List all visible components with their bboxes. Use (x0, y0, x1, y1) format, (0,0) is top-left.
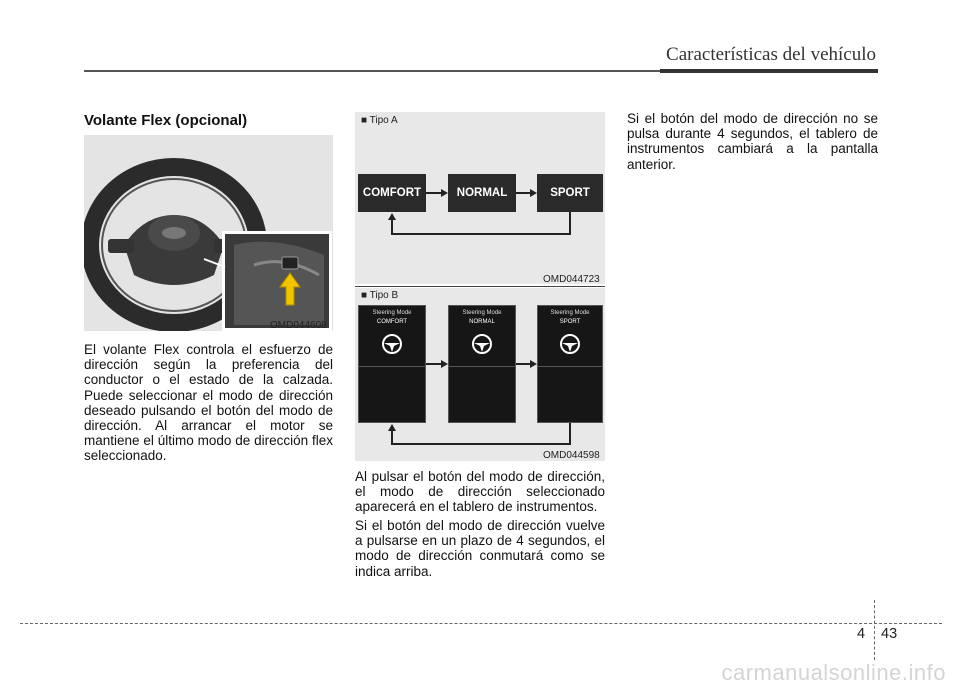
panel-title: Steering Mode (462, 310, 502, 316)
mode-box-comfort: COMFORT (358, 174, 426, 212)
type-b-label-text: Tipo B (369, 290, 399, 301)
panel-mode: SPORT (559, 319, 581, 325)
chapter-number: 4 (857, 626, 866, 642)
middle-paragraph-2: Si el botón del modo de dirección vuelve a pulsarse en un plazo de 4 segundos, el modo de dirección conmutará como se indica arriba. (355, 518, 605, 579)
mode-box-normal: NORMAL (448, 174, 516, 212)
square-bullet-icon: ■ (361, 115, 368, 126)
page-header-title: Características del vehículo (666, 44, 876, 65)
panel-mode: NORMAL (469, 319, 495, 325)
footer-dashed-rule (20, 623, 942, 624)
type-b-arrows (355, 288, 605, 461)
middle-paragraph-1: Al pulsar el botón del modo de dirección, el modo de dirección seleccionado aparecerá en el tablero de instrumentos. (355, 469, 605, 515)
steering-wheel-image (84, 135, 333, 331)
steering-figure-code: OMD044608 (270, 320, 327, 331)
type-a-figure-code: OMD044723 (543, 274, 600, 285)
left-paragraph: El volante Flex controla el esfuerzo de dirección según la preferencia del conductor o el estado de la calzada. Puede seleccionar el modo de dirección deseado pulsando el botón del modo de dirección. Al arrancar el motor se mantiene el último modo de dirección flex seleccionado. (84, 342, 333, 464)
section-title: Volante Flex (opcional) (84, 112, 248, 129)
footer-page-separator (874, 600, 875, 660)
type-b-figure-code: OMD044598 (543, 450, 600, 461)
panel-title: Steering Mode (550, 310, 590, 316)
mode-box-sport: SPORT (537, 174, 603, 212)
type-a-rule (355, 286, 605, 287)
steering-wheel-illustration (84, 135, 333, 331)
panel-mode: COMFORT (376, 319, 408, 325)
type-a-label-text: Tipo A (369, 115, 398, 126)
type-a-arrows (355, 112, 605, 284)
panel-title: Steering Mode (372, 310, 412, 316)
header-rule-accent (660, 69, 878, 73)
square-bullet-icon: ■ (361, 290, 368, 301)
watermark: carmanualsonline.info (721, 660, 946, 685)
right-paragraph: Si el botón del modo de dirección no se pulsa durante 4 segundos, el tablero de instrumentos cambiará a la pantalla anterior. (627, 111, 878, 172)
page-number: 43 (881, 626, 898, 642)
